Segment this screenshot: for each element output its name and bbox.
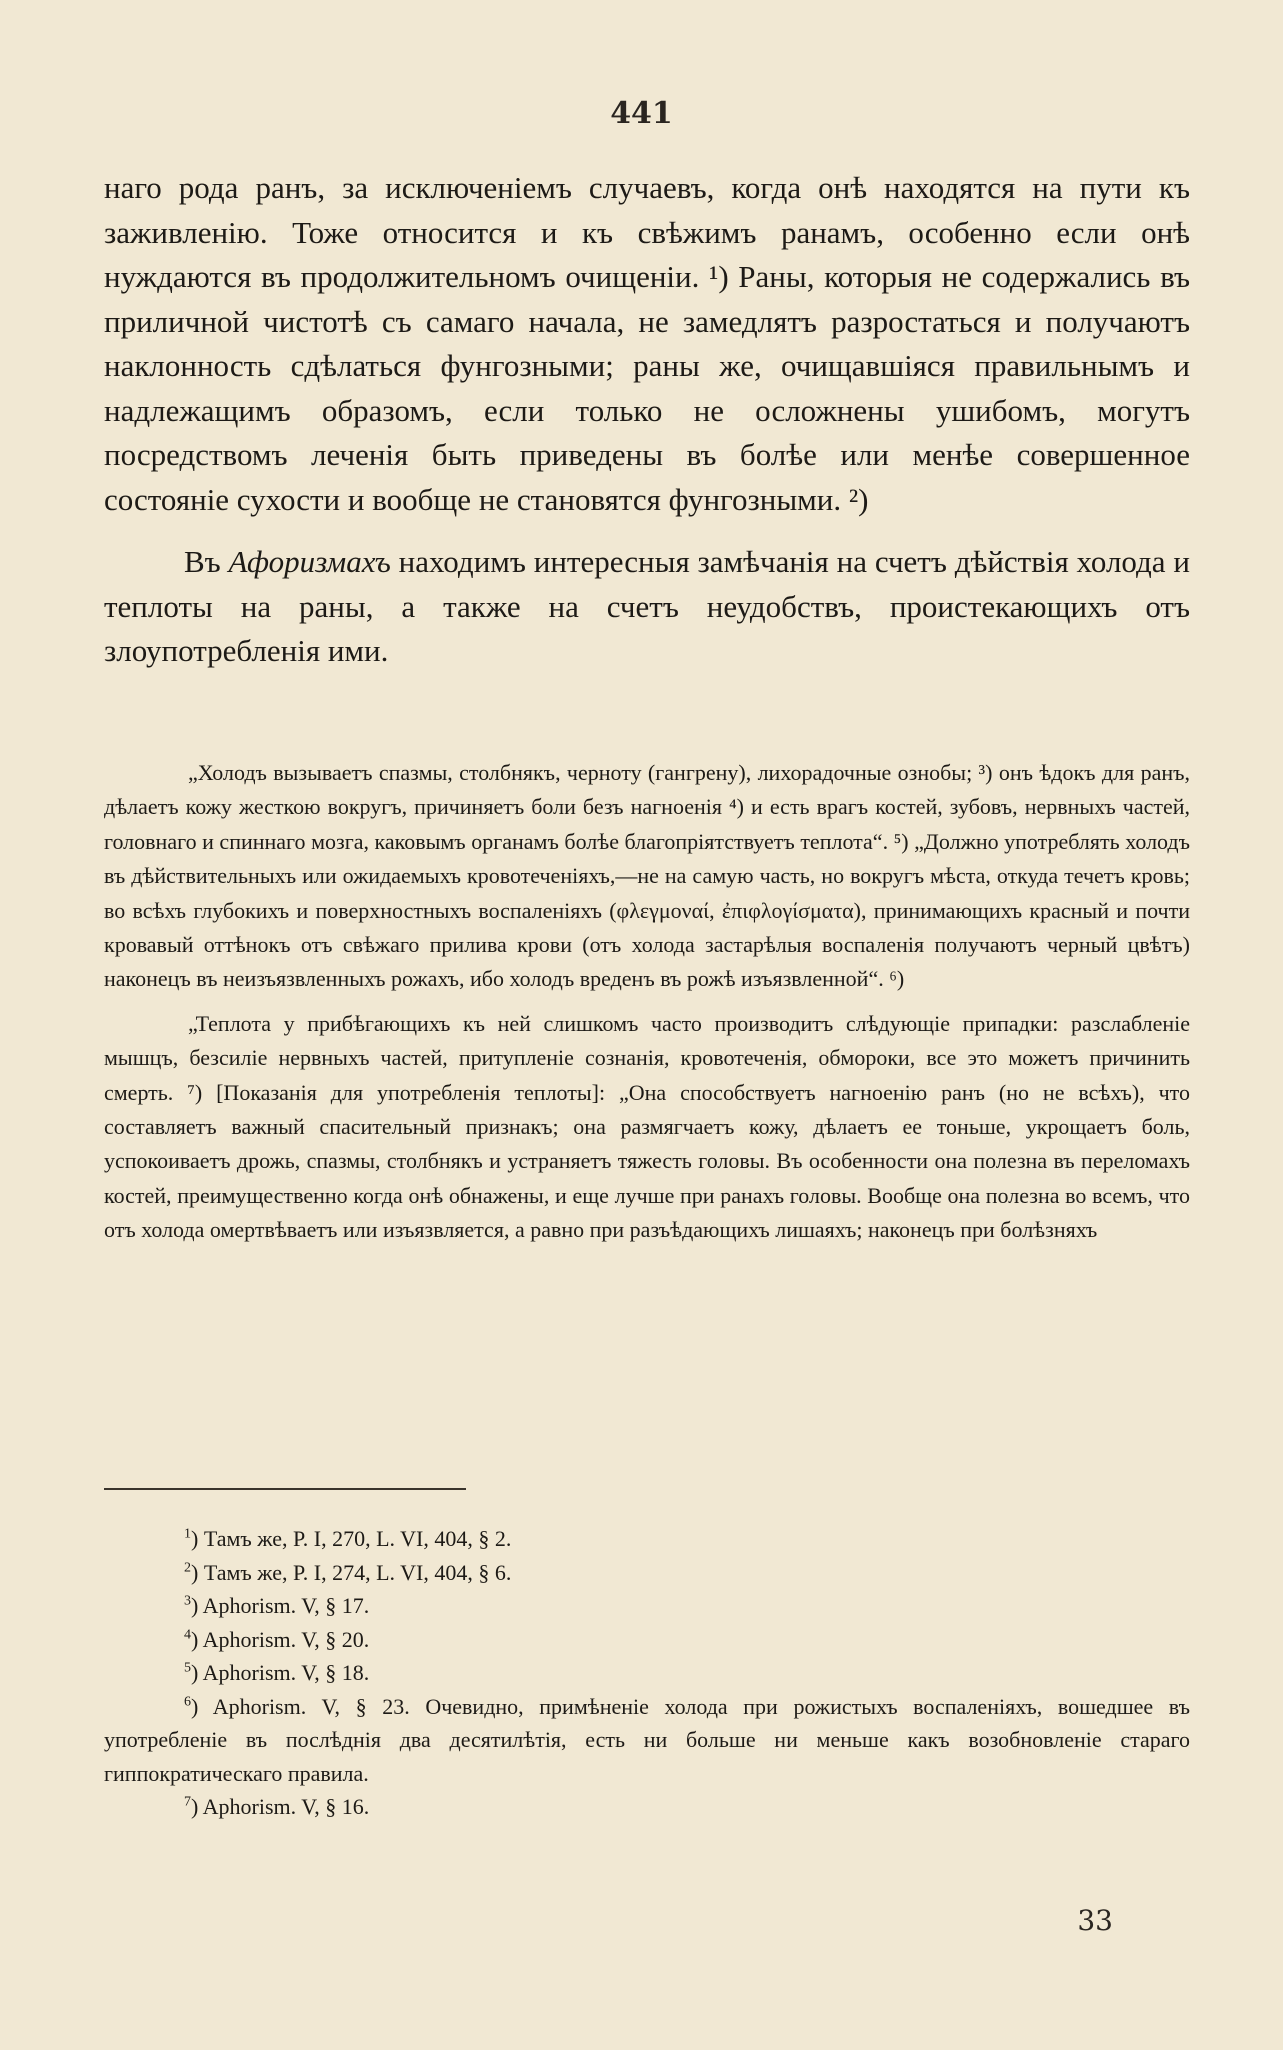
- main-paragraph-rest: находимъ интересныя замѣчанія на счетъ дѣйствія холода и теплоты на раны, а также на счетъ неудобствъ, проистекающихъ отъ злоупотребленія ими.: [104, 544, 1190, 668]
- main-paragraph-intro: Въ: [184, 544, 229, 579]
- quote-paragraph: „Теплота у прибѣгающихъ къ ней слишкомъ часто производитъ слѣдующіе припадки: разслабленіе мышцъ, безсиліе нервныхъ частей, притупленіе сознанія, кровотеченія, обмороки, все это можетъ причинить смерть. ⁷) [Показанія для употребленія теплоты]: „Она способствуетъ нагноенію ранъ (но не всѣхъ), что составляетъ важный спасительный признакъ; она размягчаетъ кожу, дѣлаетъ ее тоньше, укрощаетъ боль, успокоиваетъ дрожь, спазмы, столбнякъ и устраняетъ тяжесть головы. Въ особенности она полезна въ переломахъ костей, преимущественно когда онѣ обнажены, и еще лучше при ранахъ головы. Вообще она полезна во всемъ, что отъ холода омертвѣваетъ или изъязвляется, а равно при разъѣдающихъ лишаяхъ; наконецъ при болѣзняхъ: [104, 1010, 1190, 1243]
- footnote-text: Aphorism. V, § 20.: [202, 1626, 370, 1652]
- footnote-mark: 4: [184, 1627, 191, 1643]
- page-number: 441: [610, 96, 673, 131]
- footnote-text: Тамъ же, P. I, 270, L. VI, 404, § 2.: [203, 1526, 512, 1551]
- quotation-block: [104, 756, 1190, 1248]
- quote-paragraph: „Холодъ вызываетъ спазмы, столбнякъ, черноту (гангрену), лихорадочные ознобы; ³) онъ ѣдокъ для ранъ, дѣлаетъ кожу жесткою вокругъ, причиняетъ боли безъ нагноенія ⁴) и есть врагъ костей, зубовъ, нервныхъ частей, головнаго и спиннаго мозга, каковымъ органамъ болѣе благопріятствуетъ теплота“. ⁵) „Должно употреблять холодъ въ дѣйствительныхъ или ожидаемыхъ кровотеченіяхъ,—не на самую часть, но вокругъ мѣста, откуда течетъ кровь; во всѣхъ глубокихъ и поверхностныхъ воспаленіяхъ (φλεγμοναί, ἐπιφλογίσματα), принимающихъ красный и почти кровавый оттѣнокъ отъ свѣжаго прилива крови (отъ холода застарѣлыя воспаленія получаютъ черный цвѣтъ) наконецъ въ неизъязвленныхъ рожахъ, ибо холодъ вреденъ въ рожѣ изъязвленной“. ⁶): [104, 760, 1190, 992]
- book-title: Афоризмахъ: [228, 544, 391, 579]
- footnote-mark: 5: [184, 1660, 191, 1676]
- footnote: $^2$) Тамъ же, P. I, 274, L. VI, 404, § 6.: [184, 1559, 512, 1585]
- footnote-text: Тамъ же, P. I, 274, L. VI, 404, § 6.: [203, 1559, 512, 1585]
- footnote-mark: 3: [184, 1593, 191, 1609]
- footnote-text: Aphorism. V, § 16.: [202, 1794, 370, 1819]
- footnotes: [104, 1522, 1190, 1824]
- footnote: $^1$) Тамъ же, P. I, 270, L. VI, 404, § 2.: [184, 1526, 512, 1551]
- footnote-text: Aphorism. V, § 17.: [202, 1593, 370, 1618]
- footnote: $^6$) Aphorism. V, § 23. Очевидно, примѣненіе холода при рожистыхъ воспаленіяхъ, вошедшее въ употребленіе въ послѣднія два десятилѣтія, есть ни больше ни меньше какъ возобновленіе стараго гиппократическаго правила.: [104, 1693, 1190, 1786]
- footnote-mark: 2: [184, 1560, 191, 1576]
- footnote: $^4$) Aphorism. V, § 20.: [184, 1626, 370, 1652]
- footnote-mark: 6: [184, 1694, 191, 1710]
- footnote-mark: 7: [184, 1794, 191, 1810]
- main-text: [104, 166, 1190, 674]
- main-paragraph: наго рода ранъ, за исключеніемъ случаевъ, когда онѣ находятся на пути къ заживленію. Тоже относится и къ свѣжимъ ранамъ, особенно если онѣ нуждаются въ продолжительномъ очищеніи. ¹) Раны, которыя не содержались въ приличной чистотѣ съ самаго начала, не замедлятъ разростаться и получаютъ наклонность сдѣлаться фунгозными; раны же, очищавшіяся правильнымъ и надлежащимъ образомъ, если только не осложнены ушибомъ, могутъ посредствомъ леченія быть приведены въ болѣе или менѣе совершенное состояніе сухости и вообще не становятся фунгозными. ²): [104, 170, 1190, 517]
- footnote-text: Aphorism. V, § 18.: [202, 1660, 370, 1685]
- main-paragraph: [104, 540, 1190, 674]
- signature-mark: 33: [1077, 1904, 1113, 1937]
- footnote: $^7$) Aphorism. V, § 16.: [184, 1794, 370, 1819]
- footnote: $^5$) Aphorism. V, § 18.: [184, 1660, 370, 1685]
- footnote: $^3$) Aphorism. V, § 17.: [184, 1593, 370, 1618]
- footnote-divider: [104, 1488, 466, 1490]
- footnote-text: Aphorism. V, § 23. Очевидно, примѣненіе холода при рожистыхъ воспаленіяхъ, вошедшее въ употребленіе въ послѣднія два десятилѣтія, есть ни больше ни меньше какъ возобновленіе стараго гиппократическаго правила.: [104, 1693, 1190, 1786]
- footnote-mark: 1: [184, 1526, 191, 1542]
